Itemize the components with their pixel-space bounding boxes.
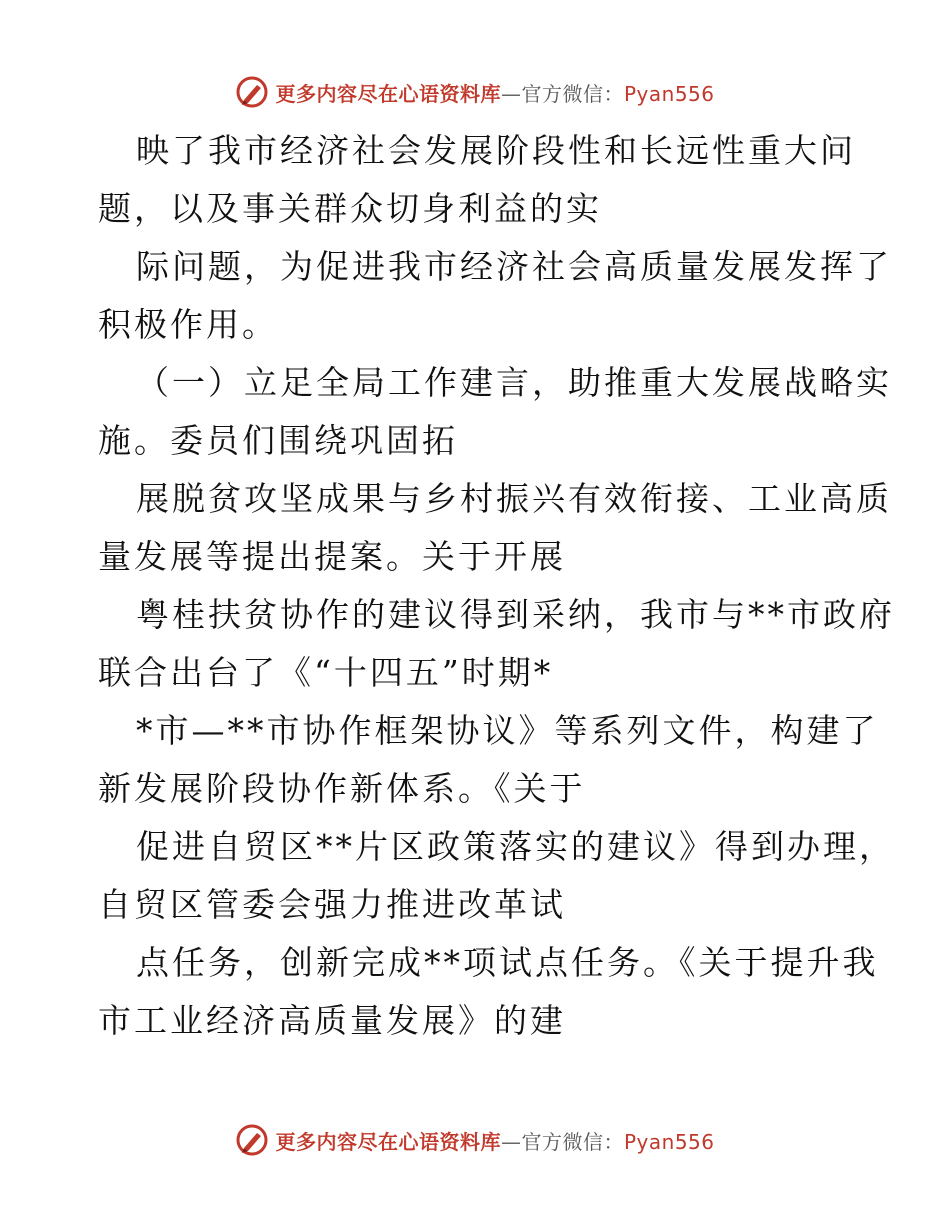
text-line: 展脱贫攻坚成果与乡村振兴有效衔接、工业高质 [136, 479, 892, 518]
footer-watermark [0, 1120, 950, 1160]
text-line: 题，以及事关群众切身利益的实 [98, 189, 602, 228]
text-line: 联合出台了《“十四五”时期* [98, 653, 554, 692]
watermark-separator: — [500, 81, 522, 106]
watermark-label: 官方微信： [521, 1129, 624, 1154]
section-heading-line: （一）立足全局工作建言，助推重大发展战略实 [136, 363, 892, 402]
watermark-separator: — [500, 1129, 522, 1154]
text-line: 自贸区管委会强力推进改革试 [98, 885, 566, 924]
text-line: 促进自贸区**片区政策落实的建议》得到办理， [136, 827, 895, 866]
pen-logo-icon [235, 75, 269, 109]
watermark-wechat-id: Pyan556 [623, 1129, 715, 1154]
watermark-brand: 更多内容尽在心语资料库 [275, 1129, 501, 1154]
watermark-label: 官方微信： [521, 81, 624, 106]
text-line: 粤桂扶贫协作的建议得到采纳，我市与**市政府 [136, 595, 895, 634]
text-line: 际问题，为促进我市经济社会高质量发展发挥了 [136, 247, 892, 286]
text-line: 积极作用。 [98, 305, 278, 344]
watermark-wechat-id: Pyan556 [623, 81, 715, 106]
header-watermark [0, 72, 950, 112]
pen-logo-icon [235, 1123, 269, 1157]
watermark-brand: 更多内容尽在心语资料库 [275, 81, 501, 106]
text-line: 量发展等提出提案。关于开展 [98, 537, 566, 576]
text-line: *市—**市协作框架协议》等系列文件，构建了 [136, 711, 879, 750]
text-line: 市工业经济高质量发展》的建 [98, 1001, 566, 1040]
text-line: 施。委员们围绕巩固拓 [98, 421, 458, 460]
watermark-text [275, 78, 714, 107]
document-body [98, 122, 895, 1050]
text-line: 映了我市经济社会发展阶段性和长远性重大问 [136, 131, 856, 170]
text-line: 点任务，创新完成**项试点任务。《关于提升我 [136, 943, 879, 982]
watermark-text [275, 1126, 714, 1155]
text-line: 新发展阶段协作新体系。《关于 [98, 769, 586, 808]
